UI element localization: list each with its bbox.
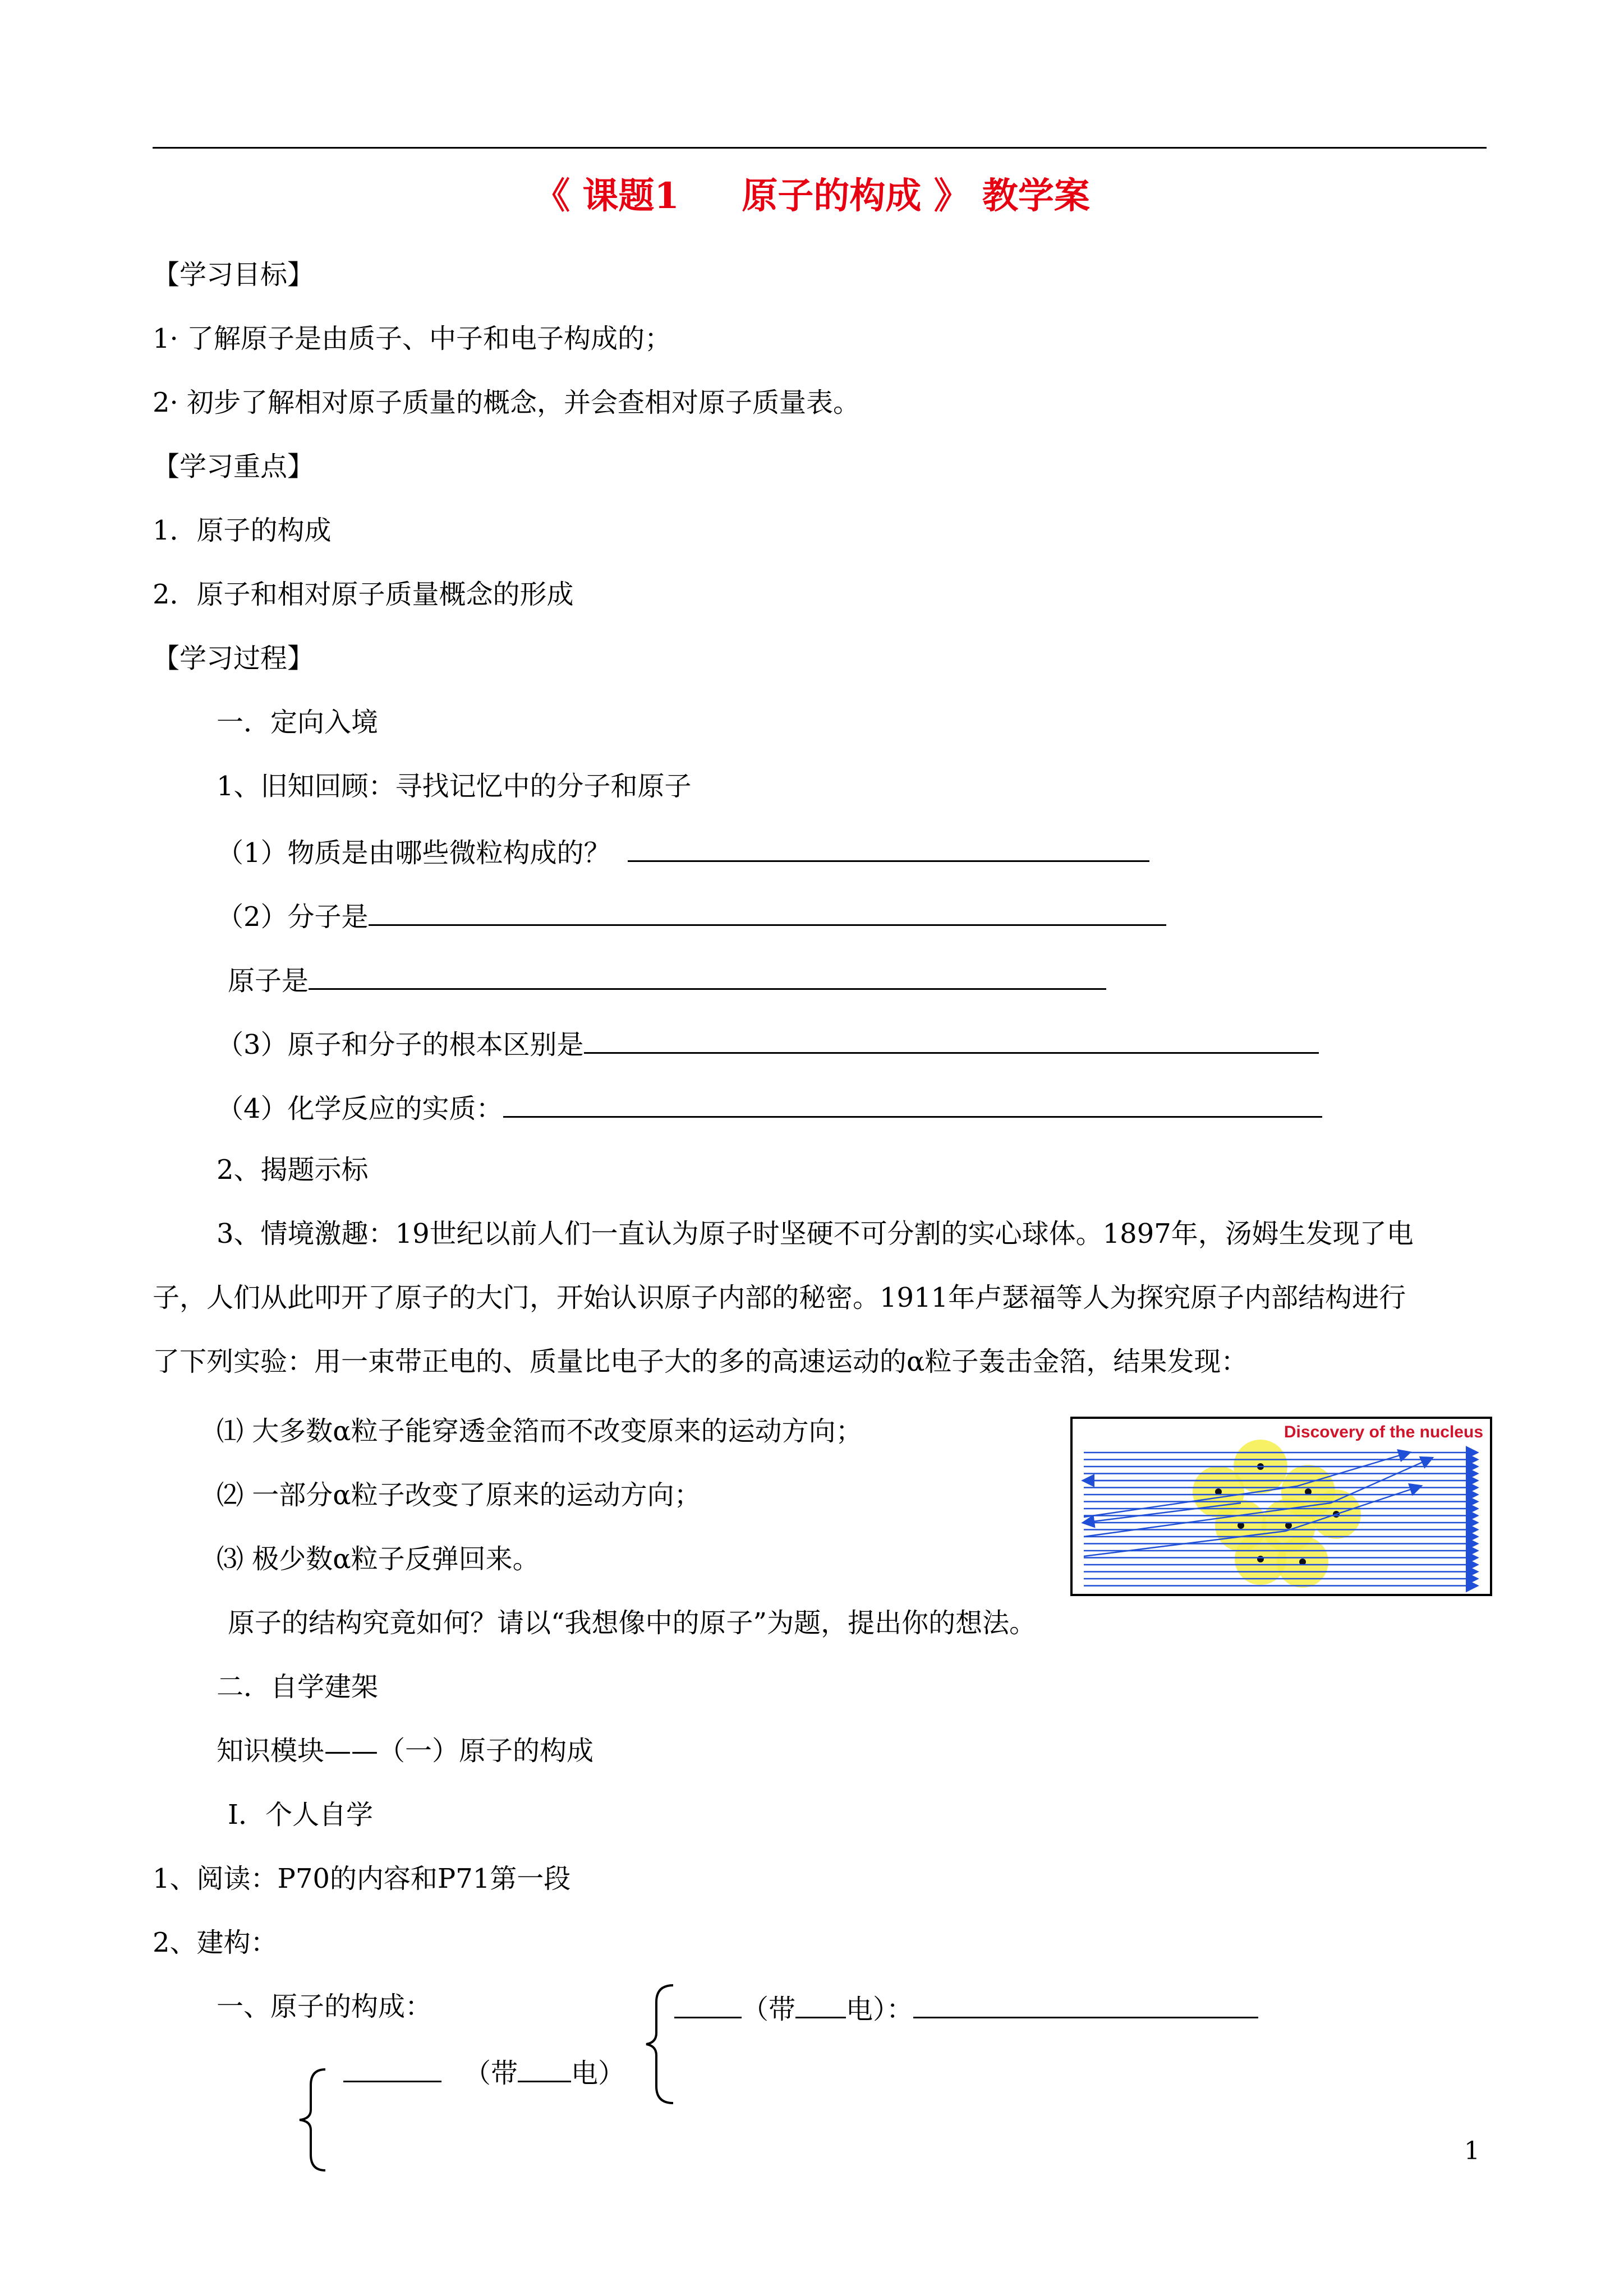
objectives-heading: 【学习目标】 bbox=[153, 259, 315, 291]
imagine-question: 原子的结构究竟如何？请以“我想像中的原子”为题，提出你的想法。 bbox=[228, 1607, 1037, 1639]
question-1-text: （1）物质是由哪些微粒构成的？ bbox=[217, 837, 611, 869]
answer-blank-3[interactable] bbox=[584, 1024, 1319, 1054]
finding-3: ⑶ 极少数α粒子反弹回来。 bbox=[217, 1543, 540, 1575]
finding-1: ⑴ 大多数α粒子能穿透金箔而不改变原来的运动方向； bbox=[217, 1416, 863, 1447]
electron-charge-close: 电）： bbox=[846, 1994, 914, 2025]
section-orientation: 一．定向入境 bbox=[217, 707, 379, 738]
document-title: 《 课题1 原子的构成 》 教学案 bbox=[534, 175, 1090, 217]
question-4 bbox=[217, 1088, 1322, 1127]
objective-2: 2· 初步了解相对原子质量的概念，并会查相对原子质量表。 bbox=[153, 387, 861, 418]
reading-task: 1、阅读：P70的内容和P71第一段 bbox=[153, 1863, 571, 1894]
nucleus-charge-close: 电） bbox=[571, 2058, 625, 2089]
question-2b-text: 原子是 bbox=[228, 965, 309, 997]
answer-blank-1[interactable] bbox=[628, 832, 1149, 862]
answer-blank-4[interactable] bbox=[503, 1088, 1322, 1118]
gold-nuclei bbox=[1193, 1440, 1361, 1588]
section-self-study: 二．自学建架 bbox=[217, 1671, 379, 1703]
question-2 bbox=[217, 896, 1166, 935]
atom-structure-label: 一、原子的构成： bbox=[217, 1991, 433, 2022]
scenario-line-2: 子，人们从此叩开了原子的大门，开始认识原子内部的秘密。1911年卢瑟福等人为探究原子内部结构进行 bbox=[153, 1282, 1406, 1313]
question-3 bbox=[217, 1024, 1319, 1063]
nucleus-charge-open: （带 bbox=[464, 2058, 518, 2089]
key-points-heading: 【学习重点】 bbox=[153, 451, 315, 482]
answer-blank-2[interactable] bbox=[369, 896, 1166, 926]
electron-charge-open: （带 bbox=[742, 1994, 796, 2025]
nucleus-charge-blank[interactable] bbox=[518, 2053, 571, 2082]
individual-study: Ⅰ．个人自学 bbox=[228, 1799, 373, 1831]
build-task: 2、建构： bbox=[153, 1927, 278, 1958]
objective-1: 1· 了解原子是由质子、中子和电子构成的； bbox=[153, 323, 672, 354]
electron-name-blank[interactable] bbox=[674, 1989, 742, 2018]
question-3-text: （3）原子和分子的根本区别是 bbox=[217, 1029, 584, 1061]
key-point-2: 2．原子和相对原子质量概念的形成 bbox=[153, 579, 574, 610]
process-heading: 【学习过程】 bbox=[153, 643, 315, 674]
header-rule bbox=[153, 147, 1487, 149]
reveal-objectives: 2、揭题示标 bbox=[217, 1154, 369, 1186]
finding-2: ⑵ 一部分α粒子改变了原来的运动方向； bbox=[217, 1479, 701, 1511]
electron-charge-blank[interactable] bbox=[795, 1989, 846, 2018]
page-number: 1 bbox=[1464, 2137, 1480, 2165]
key-point-1: 1．原子的构成 bbox=[153, 515, 332, 546]
scenario-line-3: 了下列实验：用一束带正电的、质量比电子大的多的高速运动的α粒子轰击金箔，结果发现： bbox=[153, 1346, 1248, 1377]
figure-title: Discovery of the nucleus bbox=[1283, 1423, 1483, 1441]
question-4-text: （4）化学反应的实质： bbox=[217, 1093, 503, 1124]
electron-row bbox=[674, 1989, 1258, 2027]
question-1 bbox=[217, 832, 1149, 871]
question-2b bbox=[228, 960, 1106, 999]
nucleus-discovery-figure bbox=[1070, 1417, 1492, 1596]
gold-foil-diagram bbox=[1073, 1419, 1490, 1594]
inner-brace-icon bbox=[292, 2064, 337, 2176]
scenario-line-1: 3、情境激趣：19世纪以前人们一直认为原子时坚硬不可分割的实心球体。1897年，汤姆生发现了电 bbox=[217, 1218, 1414, 1250]
question-2-text: （2）分子是 bbox=[217, 901, 369, 933]
electron-description-blank[interactable] bbox=[913, 1989, 1258, 2018]
nucleus-name-blank[interactable] bbox=[343, 2053, 441, 2082]
nucleus-row bbox=[343, 2053, 625, 2091]
review-prompt: 1、旧知回顾：寻找记忆中的分子和原子 bbox=[217, 771, 692, 802]
answer-blank-2b[interactable] bbox=[309, 960, 1106, 990]
knowledge-module: 知识模块——（一）原子的构成 bbox=[217, 1735, 594, 1767]
